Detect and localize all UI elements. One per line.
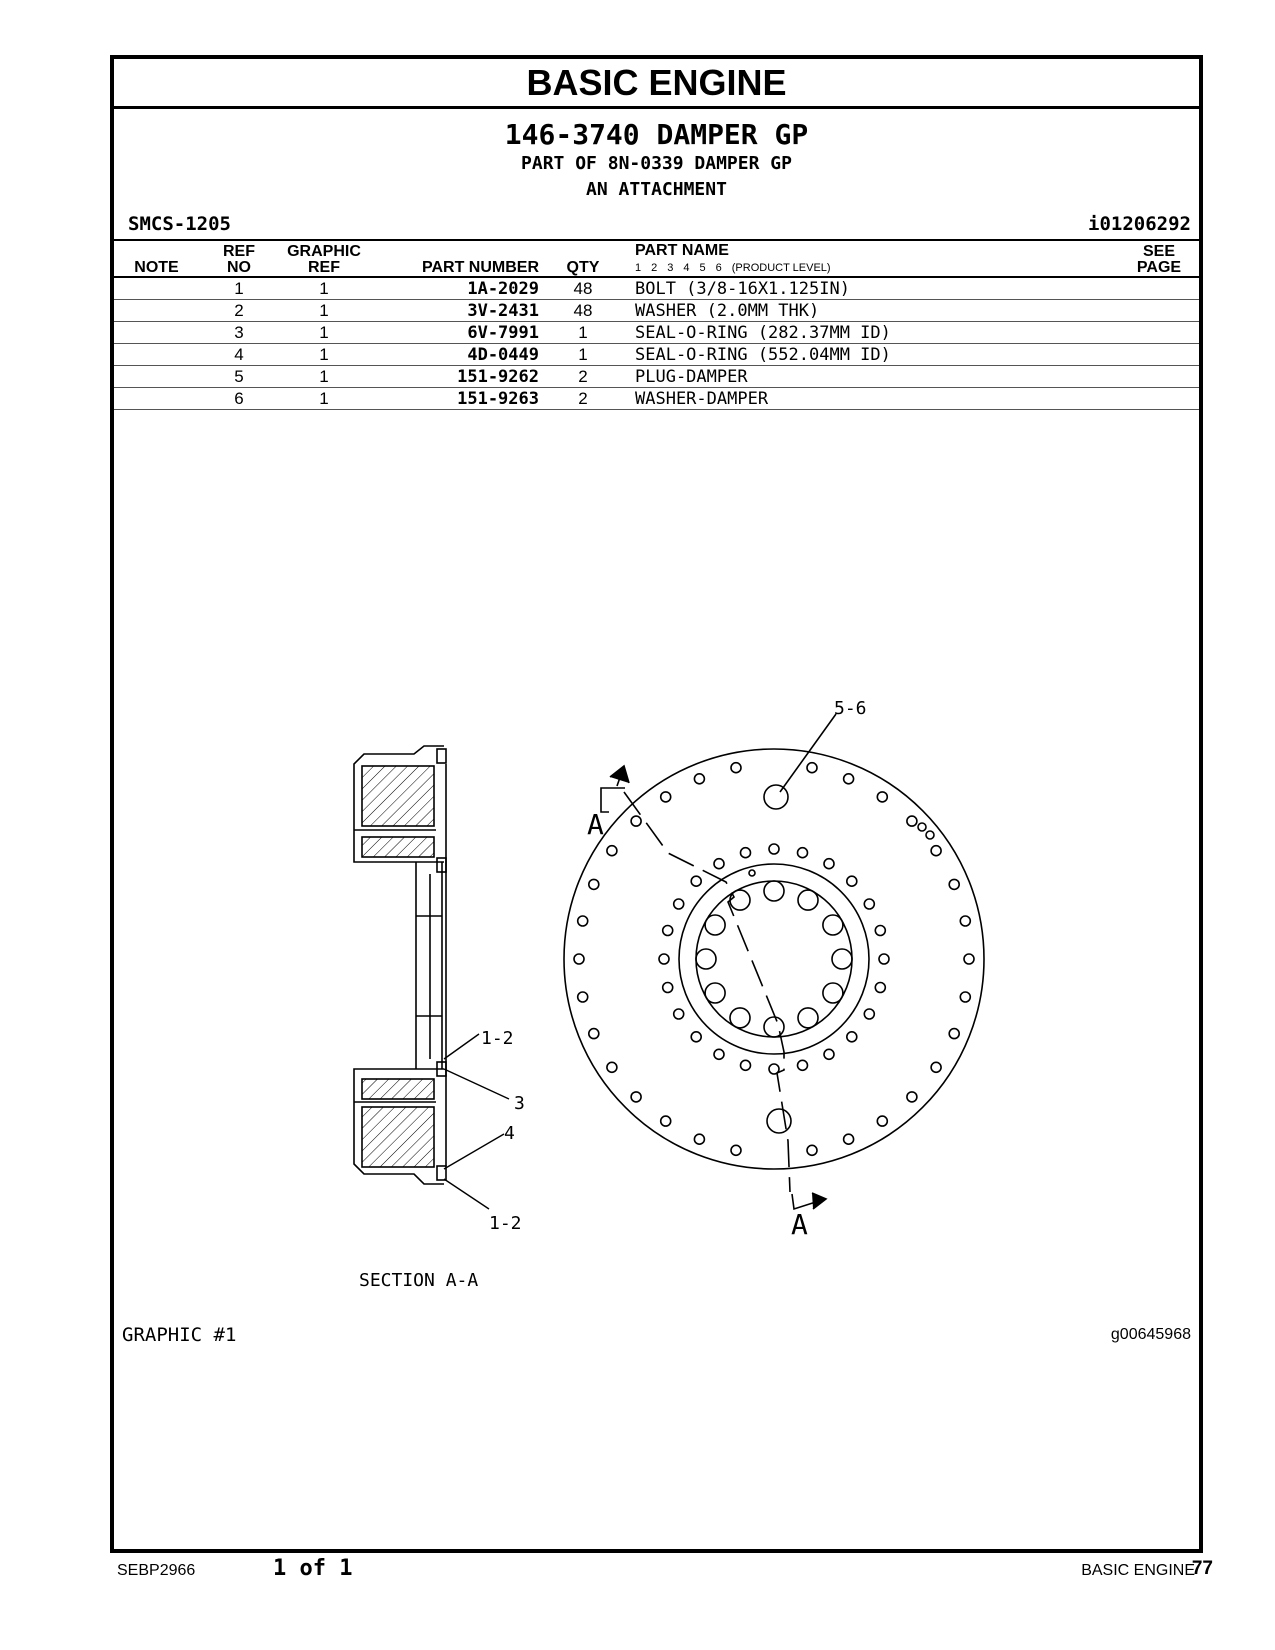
- bolt-hole: [875, 926, 885, 936]
- bolt-hole: [864, 899, 874, 909]
- group-title: 146-3740 DAMPER GP: [504, 118, 809, 151]
- bolt-hole: [844, 774, 854, 784]
- section-marker-a-bottom: A: [791, 1208, 808, 1241]
- bolt-hole: [807, 1145, 817, 1155]
- inner-bolt-holes: [659, 844, 889, 1074]
- bolt-hole: [847, 1032, 857, 1042]
- header-see-page: SEE PAGE: [1119, 240, 1199, 277]
- graphic-id: g00645968: [1110, 1326, 1191, 1343]
- bolt-hole: [663, 926, 673, 936]
- header-ref-no: REF NO: [199, 240, 279, 277]
- callout-1-2-top: 1-2: [481, 1028, 514, 1049]
- header-qty: QTY: [543, 240, 623, 277]
- bolt-hole: [696, 949, 716, 969]
- bolt-hole: [907, 1092, 917, 1102]
- bolt-hole: [764, 881, 784, 901]
- bolt-hole: [879, 954, 889, 964]
- bolt-hole: [631, 816, 641, 826]
- bolt-hole: [798, 1008, 818, 1028]
- bolt-hole: [798, 1060, 808, 1070]
- table-row: 5 1 151-9262 2 PLUG-DAMPER: [114, 366, 1199, 388]
- header-part-name: PART NAME 1 2 3 4 5 6 (PRODUCT LEVEL): [623, 240, 1119, 277]
- bolt-hole: [877, 1116, 887, 1126]
- bolt-hole: [949, 879, 959, 889]
- part-number: 4D-0449: [369, 344, 543, 366]
- part-name: BOLT (3/8-16X1.125IN): [623, 277, 1119, 300]
- header-note: NOTE: [114, 240, 199, 277]
- bolt-hole: [731, 1145, 741, 1155]
- attachment-line: AN ATTACHMENT: [586, 179, 727, 200]
- part-name: WASHER (2.0MM THK): [623, 300, 1119, 322]
- part-name: WASHER-DAMPER: [623, 388, 1119, 410]
- bolt-hole: [877, 792, 887, 802]
- table-row: 1 1 1A-2029 48 BOLT (3/8-16X1.125IN): [114, 277, 1199, 300]
- bolt-hole: [705, 915, 725, 935]
- table-row: 6 1 151-9263 2 WASHER-DAMPER: [114, 388, 1199, 410]
- bolt-hole: [691, 876, 701, 886]
- bolt-hole: [798, 890, 818, 910]
- bolt-hole: [578, 916, 588, 926]
- bolt-hole: [661, 792, 671, 802]
- callout-3: 3: [514, 1093, 525, 1114]
- bolt-hole: [931, 846, 941, 856]
- footer-section: BASIC ENGINE: [1081, 1562, 1195, 1579]
- bolt-hole: [844, 1134, 854, 1144]
- bolt-hole: [714, 1049, 724, 1059]
- part-number: 151-9263: [369, 388, 543, 410]
- bolt-hole: [589, 1029, 599, 1039]
- bolt-hole: [741, 1060, 751, 1070]
- bolt-hole: [823, 983, 843, 1003]
- bolt-hole: [714, 859, 724, 869]
- bolt-hole: [931, 1062, 941, 1072]
- damper-drawing: [114, 59, 1199, 1549]
- section-a-a-label: SECTION A-A: [359, 1270, 479, 1291]
- bolt-hole: [832, 949, 852, 969]
- bolt-hole: [730, 890, 750, 910]
- part-number: 1A-2029: [369, 277, 543, 300]
- part-name: PLUG-DAMPER: [623, 366, 1119, 388]
- bolt-hole: [674, 899, 684, 909]
- bolt-hole: [741, 848, 751, 858]
- bolt-hole: [674, 1009, 684, 1019]
- part-name: SEAL-O-RING (552.04MM ID): [623, 344, 1119, 366]
- bolt-hole: [574, 954, 584, 964]
- bolt-hole: [807, 763, 817, 773]
- bolt-hole: [659, 954, 669, 964]
- footer-doc-number: SEBP2966: [117, 1562, 196, 1579]
- bolt-hole: [960, 916, 970, 926]
- smcs-code: SMCS-1205: [128, 213, 231, 235]
- damper-hub-circle: [679, 864, 869, 1054]
- section-marker-a-top: A: [587, 808, 604, 841]
- part-number: 151-9262: [369, 366, 543, 388]
- bolt-hole: [875, 983, 885, 993]
- bolt-hole: [960, 992, 970, 1002]
- header-graphic-ref: GRAPHIC REF: [279, 240, 369, 277]
- bolt-hole: [949, 1029, 959, 1039]
- bolt-hole: [798, 848, 808, 858]
- callout-4: 4: [504, 1123, 515, 1144]
- bolt-hole: [694, 774, 704, 784]
- bolt-hole: [589, 879, 599, 889]
- bolt-hole: [663, 983, 673, 993]
- bolt-hole: [694, 1134, 704, 1144]
- callout-5-6: 5-6: [834, 698, 867, 719]
- bolt-hole: [824, 859, 834, 869]
- part-of-line: PART OF 8N-0339 DAMPER GP: [521, 153, 792, 174]
- bolt-hole: [730, 1008, 750, 1028]
- table-row: 2 1 3V-2431 48 WASHER (2.0MM THK): [114, 300, 1199, 322]
- bolt-hole: [607, 846, 617, 856]
- damper-outer-circle: [564, 749, 984, 1169]
- bolt-hole: [705, 983, 725, 1003]
- section-view: [354, 746, 446, 1184]
- plug-hole-bottom: [767, 1109, 791, 1133]
- part-number: 3V-2431: [369, 300, 543, 322]
- table-row: 4 1 4D-0449 1 SEAL-O-RING (552.04MM ID): [114, 344, 1199, 366]
- outer-bolt-holes: [574, 763, 974, 1156]
- bolt-hole: [607, 1062, 617, 1072]
- footer-page-count: 1 of 1: [273, 1556, 353, 1581]
- bolt-hole: [764, 1017, 784, 1037]
- callout-5-6-leader: [780, 714, 836, 792]
- bolt-hole: [631, 1092, 641, 1102]
- table-row: 3 1 6V-7991 1 SEAL-O-RING (282.37MM ID): [114, 322, 1199, 344]
- part-number: 6V-7991: [369, 322, 543, 344]
- bolt-hole: [661, 1116, 671, 1126]
- bolt-hole: [578, 992, 588, 1002]
- page-frame: [110, 55, 1203, 1553]
- bolt-hole: [769, 844, 779, 854]
- section-title: BASIC ENGINE: [114, 59, 1199, 109]
- doc-id: i01206292: [1088, 213, 1191, 235]
- header-part-number: PART NUMBER: [369, 240, 543, 277]
- bolt-hole: [823, 915, 843, 935]
- front-view: [564, 714, 984, 1209]
- bolt-hole: [824, 1049, 834, 1059]
- footer-page-number: 77: [1191, 1558, 1213, 1579]
- bolt-hole: [864, 1009, 874, 1019]
- bolt-hole: [731, 763, 741, 773]
- plug-hole-top: [764, 785, 788, 809]
- bolt-hole: [907, 816, 917, 826]
- bolt-hole: [964, 954, 974, 964]
- bolt-hole: [847, 876, 857, 886]
- callout-1-2-bottom: 1-2: [489, 1213, 522, 1234]
- part-name: SEAL-O-RING (282.37MM ID): [623, 322, 1119, 344]
- graphic-label: GRAPHIC #1: [122, 1324, 237, 1346]
- section-leaders: [444, 1034, 509, 1209]
- bolt-hole: [691, 1032, 701, 1042]
